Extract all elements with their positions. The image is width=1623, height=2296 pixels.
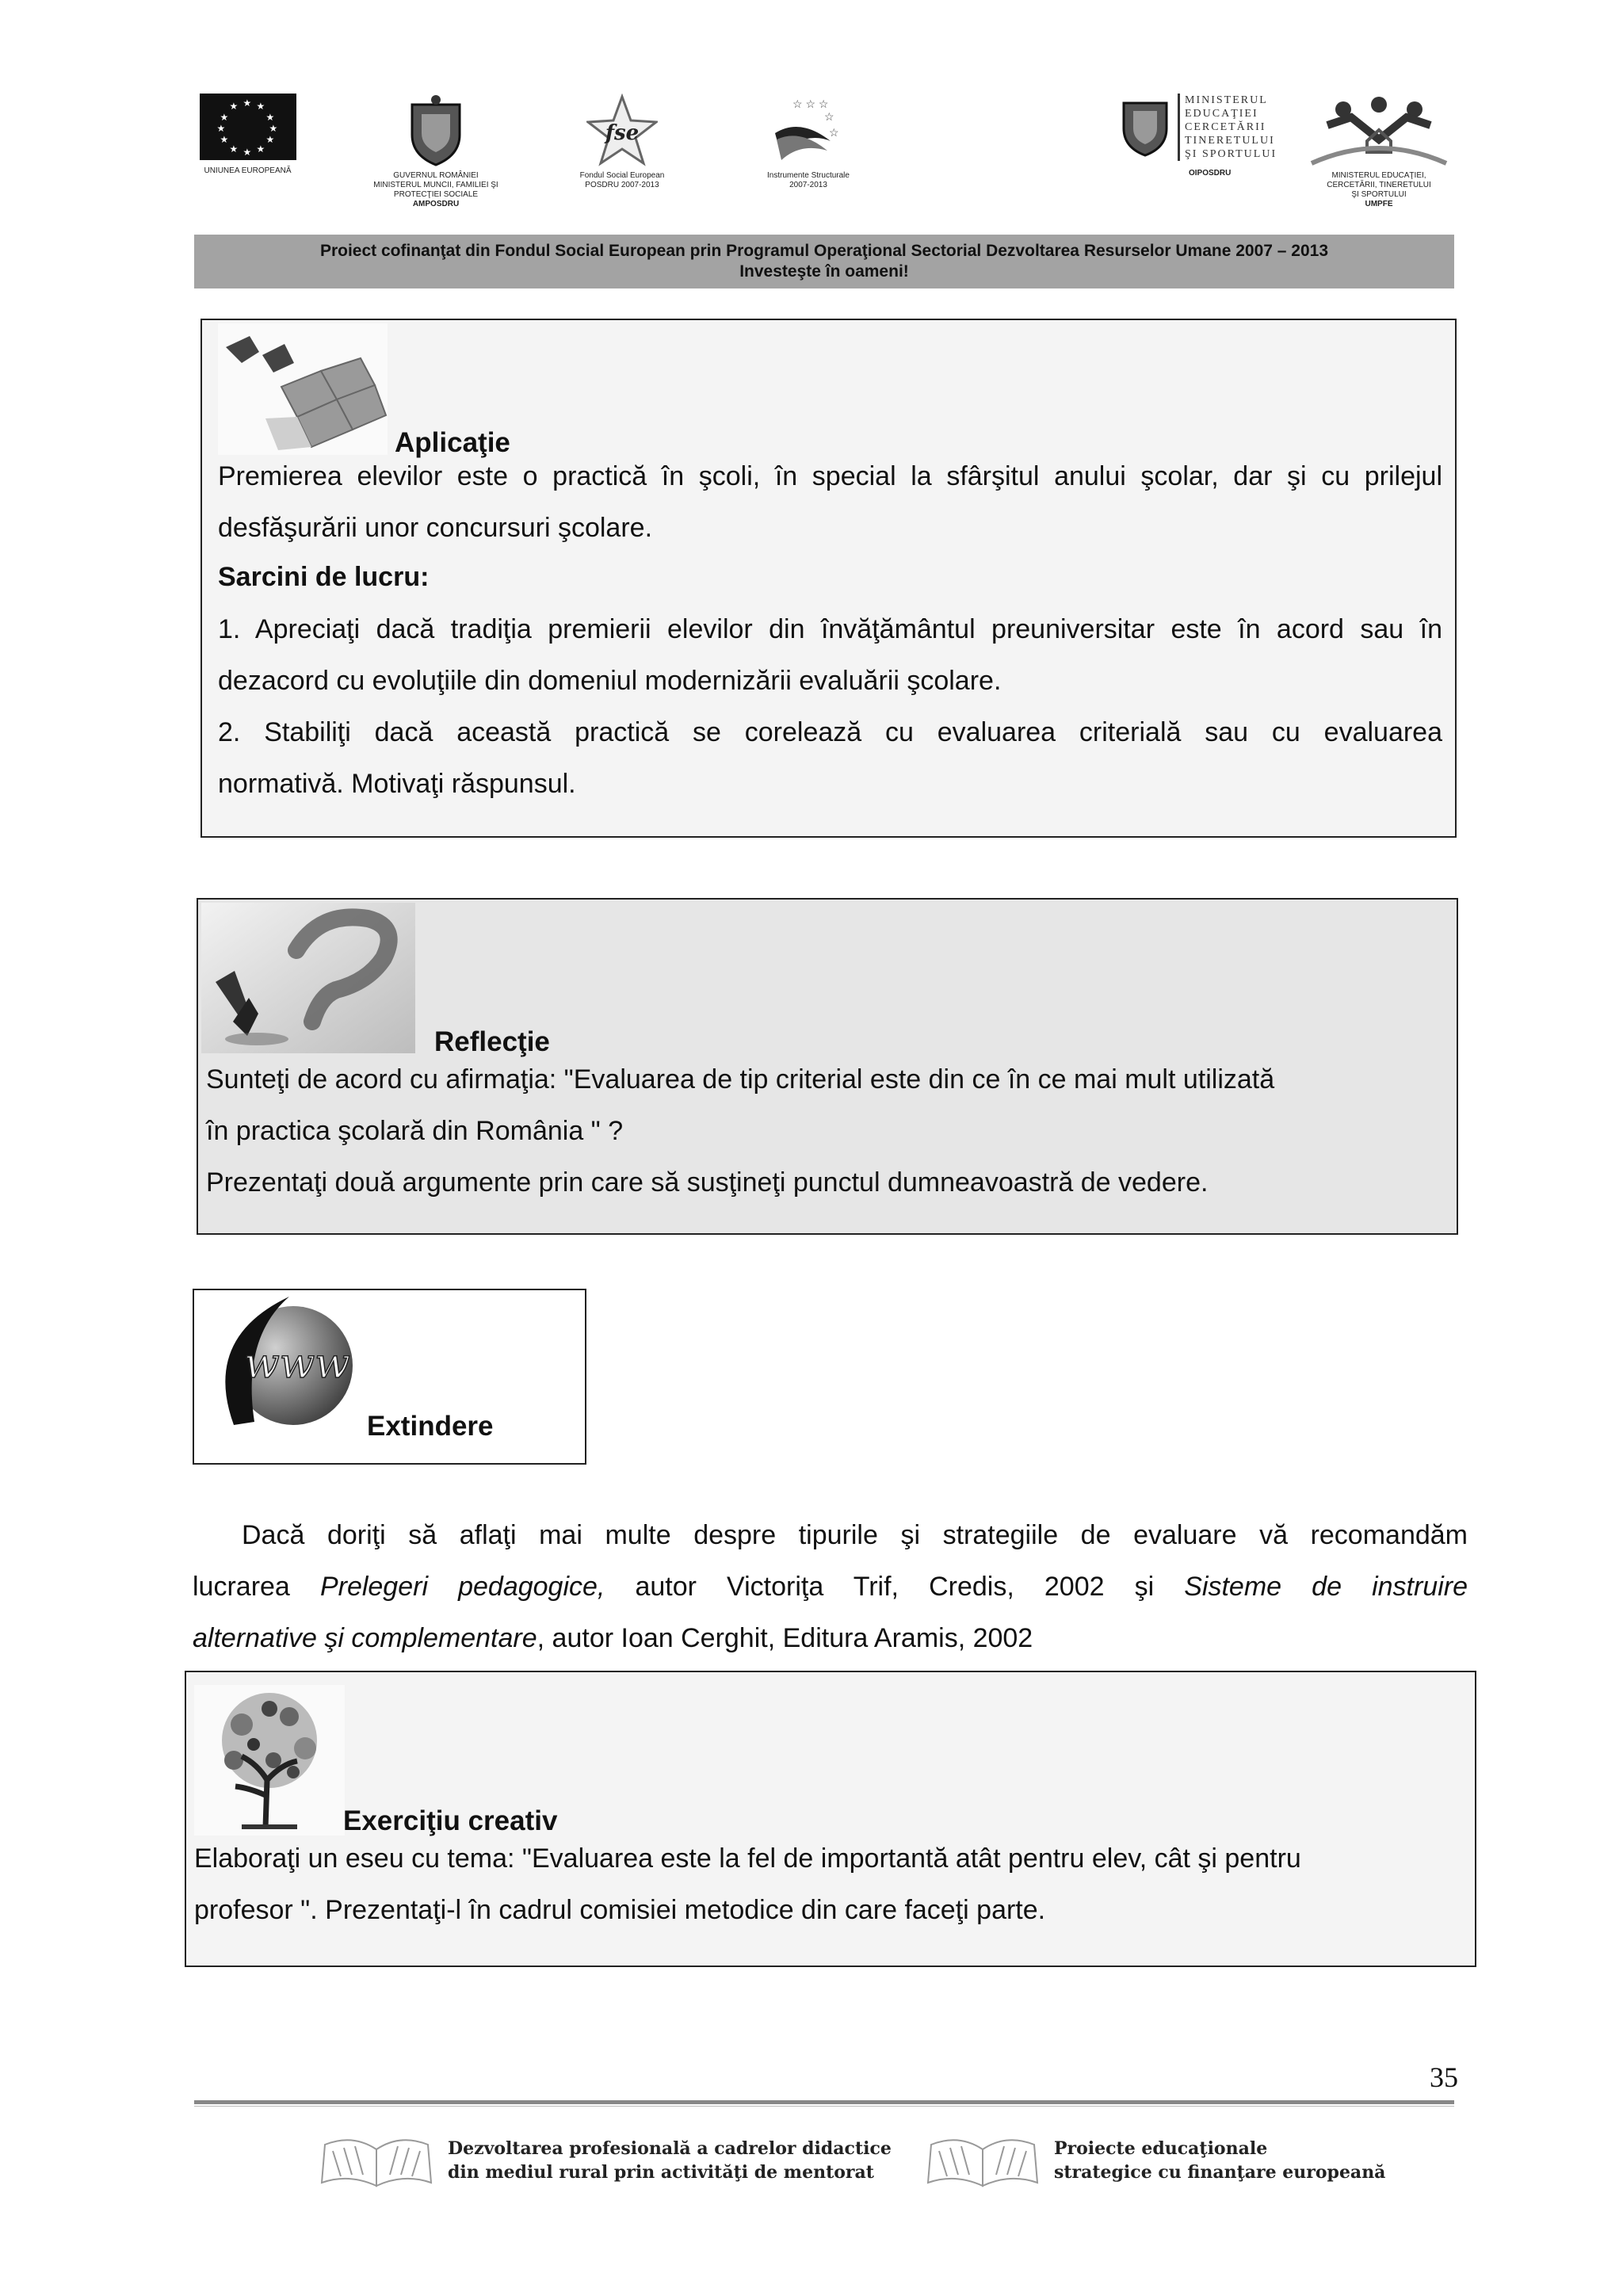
open-book-icon-2: [923, 2134, 1042, 2189]
extindere-line-2: lucrarea Prelegeri pedagogice, autor Victoriţa Trif, Credis, 2002 şi Sisteme de instruire: [193, 1572, 1468, 1602]
reflectie-title: Reflecţie: [434, 1026, 550, 1057]
tasks-label: Sarcini de lucru:: [218, 562, 430, 592]
banner-line-2: Investeşte în oameni!: [739, 262, 909, 281]
aplicatie-title: Aplicaţie: [395, 427, 510, 458]
footer-divider: [194, 2100, 1454, 2104]
reflectie-line-3: Prezentaţi două argumente prin care să susţineţi punctul dumneavoastră de vedere.: [206, 1167, 1209, 1198]
aplicatie-box: [200, 319, 1457, 838]
svg-text:fse: fse: [605, 121, 640, 145]
question-check-icon: [201, 903, 415, 1053]
creative-tree-icon: [194, 1685, 345, 1836]
reflectie-box: [197, 898, 1458, 1235]
min-edu-arms-icon: [1117, 94, 1173, 157]
page-number: 35: [1430, 2061, 1458, 2093]
exercitiu-line-1: Elaboraţi un eseu cu tema: "Evaluarea este la fel de importantă atât pentru elev, cât şi pentru: [194, 1843, 1301, 1874]
umpfe-logo: MINISTERUL EDUCAŢIEI, CERCETĂRII, TINERETULUI ŞI SPORTULUI UMPFE: [1300, 94, 1458, 209]
task-2-line-1: 2. Stabiliţi dacă această practică se corelează cu evaluarea criterială sau cu evaluarea: [218, 717, 1442, 747]
svg-text:☆: ☆: [829, 126, 839, 139]
task-1-line-2: dezacord cu evoluţiile din domeniul modernizării evaluării şcolare.: [218, 666, 1002, 696]
min-edu-logo: MINISTERUL EDUCAŢIEI CERCETĂRII TINERETULUI ŞI SPORTULUI OIPOSDRU: [1117, 94, 1292, 178]
extindere-line-1: Dacă doriţi să aflaţi mai multe despre tipurile şi strategiile de evaluare vă recomandăm: [242, 1520, 1468, 1550]
svg-text:☆: ☆: [824, 110, 834, 123]
exercitiu-title: Exerciţiu creativ: [343, 1805, 558, 1836]
extindere-box: [193, 1289, 586, 1465]
banner-line-1: Proiect cofinanţat din Fondul Social European prin Programul Operaţional Sectorial Dezvoltarea Resurselor Umane 2007 – 2013: [319, 242, 1329, 260]
exercitiu-line-2: profesor ". Prezentaţi-l în cadrul comisiei metodice din care faceţi parte.: [194, 1895, 1046, 1925]
task-2-line-2: normativă. Motivaţi răspunsul.: [218, 769, 576, 799]
fse-star-icon: [586, 94, 658, 166]
extindere-line-3: alternative şi complementare, autor Ioan Cerghit, Editura Aramis, 2002: [193, 1623, 1033, 1653]
extindere-title: Extindere: [367, 1411, 494, 1442]
reflectie-line-2: în practica şcolară din România " ?: [206, 1116, 624, 1146]
open-book-icon: [317, 2134, 436, 2189]
eu-flag-icon: ★ ★ ★ ★ ★ ★ ★ ★ ★ ★ ★ ★: [200, 94, 296, 160]
aplicatie-para-line-1: Premierea elevilor este o practică în şcoli, în special la sfârşitul anului şcolar, dar şi cu prilejul: [218, 461, 1442, 491]
fse-logo: fse Fondul Social European POSDRU 2007-2013: [571, 94, 674, 190]
exercitiu-box: [185, 1671, 1476, 1967]
svg-text:☆ ☆ ☆: ☆ ☆ ☆: [792, 97, 829, 110]
footer-right-text: Proiecte educaţionale strategice cu finanţare europeană: [1054, 2138, 1386, 2183]
footer-left-text: Dezvoltarea profesională a cadrelor didactice din mediul rural prin activităţi de mentorat: [448, 2138, 892, 2183]
umpfe-people-icon: [1304, 94, 1454, 166]
eu-logo: [194, 94, 301, 176]
eu-caption: UNIUNEA EUROPEANĂ: [204, 166, 292, 175]
aplicatie-para-line-2: desfăşurării unor concursuri şcolare.: [218, 513, 653, 543]
is-logo: ☆ ☆ ☆ ☆ ☆ Instrumente Structurale 2007-2013: [757, 94, 860, 190]
task-1-line-1: 1. Apreciaţi dacă tradiţia premierii elevilor din învăţământul preuniversitar este în acord sau în: [218, 614, 1442, 644]
structural-instruments-icon: [769, 94, 848, 166]
reflectie-line-1: Sunteţi de acord cu afirmaţia: "Evaluarea de tip criterial este din ce în ce mai mult utilizată: [206, 1064, 1275, 1095]
footer-divider-thin: [194, 2106, 1454, 2107]
www-globe-icon: [210, 1290, 369, 1433]
puzzle-icon: [218, 323, 388, 455]
project-banner: [194, 235, 1454, 288]
coat-of-arms-icon: [404, 94, 468, 166]
govt-logo: GUVERNUL ROMÂNIEI MINISTERUL MUNCII, FAMILIEI ŞI PROTECŢIEI SOCIALE AMPOSDRU: [361, 94, 511, 209]
svg-text:www: www: [244, 1340, 350, 1388]
